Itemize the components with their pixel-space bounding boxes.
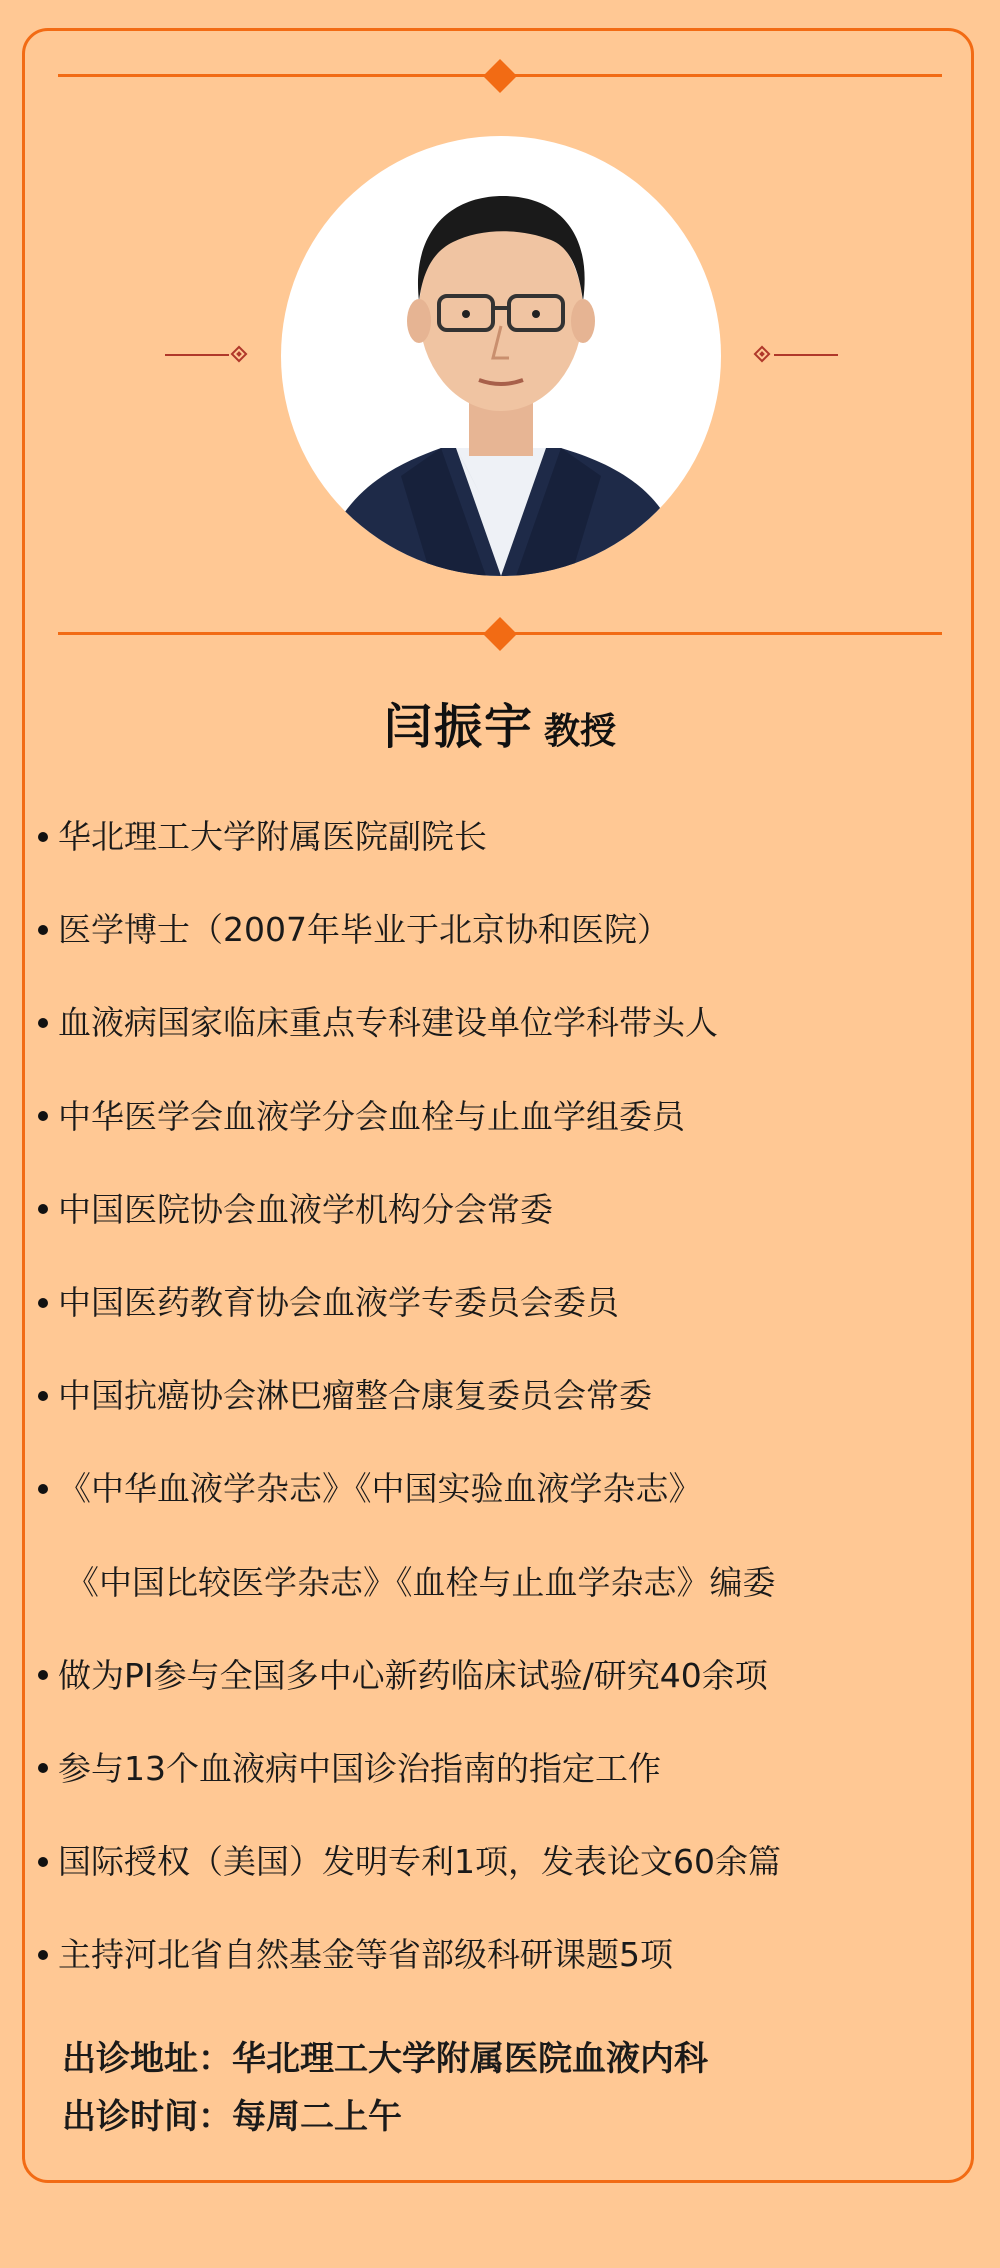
bullet (38, 1670, 48, 1680)
doctor-name-heading (0, 688, 1000, 757)
bullet (38, 1857, 48, 1867)
doctor-name: 闫振宇 (383, 699, 534, 755)
credential-item: 医学博士（2007年毕业于北京协和医院） (38, 883, 958, 976)
doctor-title: 教授 (544, 711, 617, 752)
credential-item: 中国抗癌协会淋巴瘤整合康复委员会常委 (38, 1349, 958, 1442)
credential-item: 中华医学会血液学分会血栓与止血学组委员 (38, 1070, 958, 1163)
bullet (38, 1391, 48, 1401)
clinic-address: 出诊地址：华北理工大学附属医院血液内科 (62, 2039, 708, 2079)
credential-item: 中国医院协会血液学机构分会常委 (38, 1163, 958, 1256)
bullet (38, 832, 48, 842)
credential-item: 血液病国家临床重点专科建设单位学科带头人 (38, 976, 958, 1069)
credential-item: 参与13个血液病中国诊治指南的指定工作 (38, 1722, 958, 1815)
credential-item-continuation: 《中国比较医学杂志》《血栓与止血学杂志》编委 (66, 1562, 776, 1602)
credentials-list (38, 790, 958, 2001)
credential-item: 做为PI参与全国多中心新药临床试验/研究40余项 (38, 1629, 958, 1722)
bullet (38, 1763, 48, 1773)
right-ornament (750, 345, 840, 365)
bullet (38, 1204, 48, 1214)
credential-item: 华北理工大学附属医院副院长 (38, 790, 958, 883)
credential-item: 中国医药教育协会血液学专委员会委员 (38, 1256, 958, 1349)
bullet (38, 1111, 48, 1121)
doctor-portrait (281, 136, 721, 576)
bullet (38, 1484, 48, 1494)
left-ornament (165, 345, 255, 365)
credential-item: 《中华血液学杂志》《中国实验血液学杂志》 (38, 1442, 958, 1535)
bullet (38, 1950, 48, 1960)
clinic-time: 出诊时间：每周二上午 (62, 2097, 402, 2137)
clinic-info (62, 2030, 708, 2146)
bullet (38, 925, 48, 935)
credential-item: 国际授权（美国）发明专利1项，发表论文60余篇 (38, 1815, 958, 1908)
portrait-illustration (281, 136, 721, 576)
bullet (38, 1298, 48, 1308)
bullet (38, 1018, 48, 1028)
credential-item: 主持河北省自然基金等省部级科研课题5项 (38, 1908, 958, 2001)
